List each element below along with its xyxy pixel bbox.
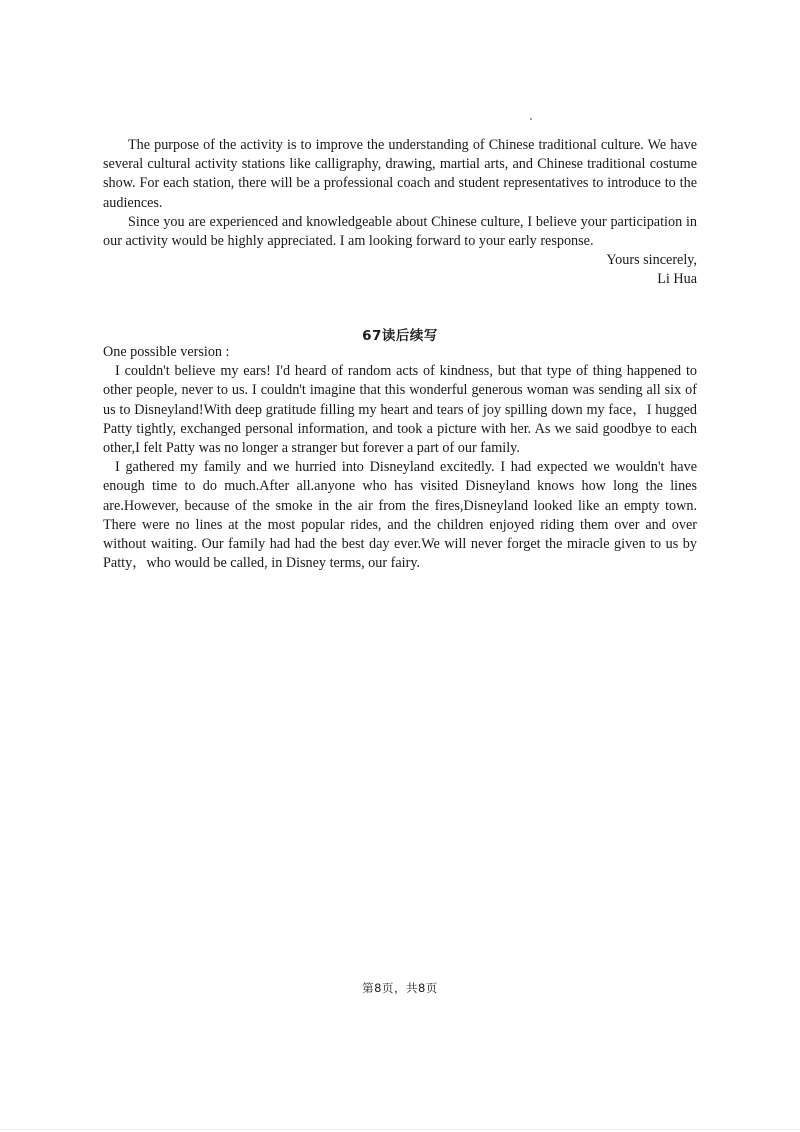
scan-speck	[530, 118, 532, 120]
letter-body	[103, 136, 697, 290]
letter-paragraph-2: Since you are experienced and knowledgeable about Chinese culture, I believe your participation in our activity would be highly appreciated. I am looking forward to your early response.	[103, 213, 697, 250]
essay-intro: One possible version :	[103, 344, 230, 360]
letter-closing: Yours sincerely,	[606, 252, 697, 269]
essay-body	[103, 343, 697, 573]
page-number: 第8页，共8页	[362, 981, 438, 995]
letter-signature: Li Hua	[657, 271, 697, 288]
section-title: 67读后续写	[362, 328, 438, 344]
essay-paragraph-1: I couldn't believe my ears! I'd heard of random acts of kindness, but that type of thing happened to other people, never to us. I couldn't imagine that this wonderful generous woman was sending all six of us to Disneyland!With deep gratitude filling my heart and tears of joy spilling down my face，I hugged Patty tightly, exchanged personal information, and took a picture with her. As we said goodbye to each other,I felt Patty was no longer a stranger but forever a part of our family.	[103, 363, 697, 457]
letter-paragraph-1: The purpose of the activity is to improve the understanding of Chinese traditional culture. We have several cultural activity stations like calligraphy, drawing, martial arts, and Chinese traditional costume show. For each station, there will be a professional coach and student representatives to introduce to the audiences.	[103, 137, 697, 211]
essay-paragraph-2: I gathered my family and we hurried into Disneyland excitedly. I had expected we wouldn't have enough time to do much.After all.anyone who has visited Disneyland knows how long the lines are.However, because of the smoke in the air from the fires,Disneyland looked like an empty town. There were no lines at the most popular rides, and the children enjoyed riding them over and over without waiting. Our family had had the best day ever.We will never forget the miracle given to us by Patty，who would be called, in Disney terms, our fairy.	[103, 459, 697, 572]
page-bottom-edge	[0, 1129, 800, 1130]
